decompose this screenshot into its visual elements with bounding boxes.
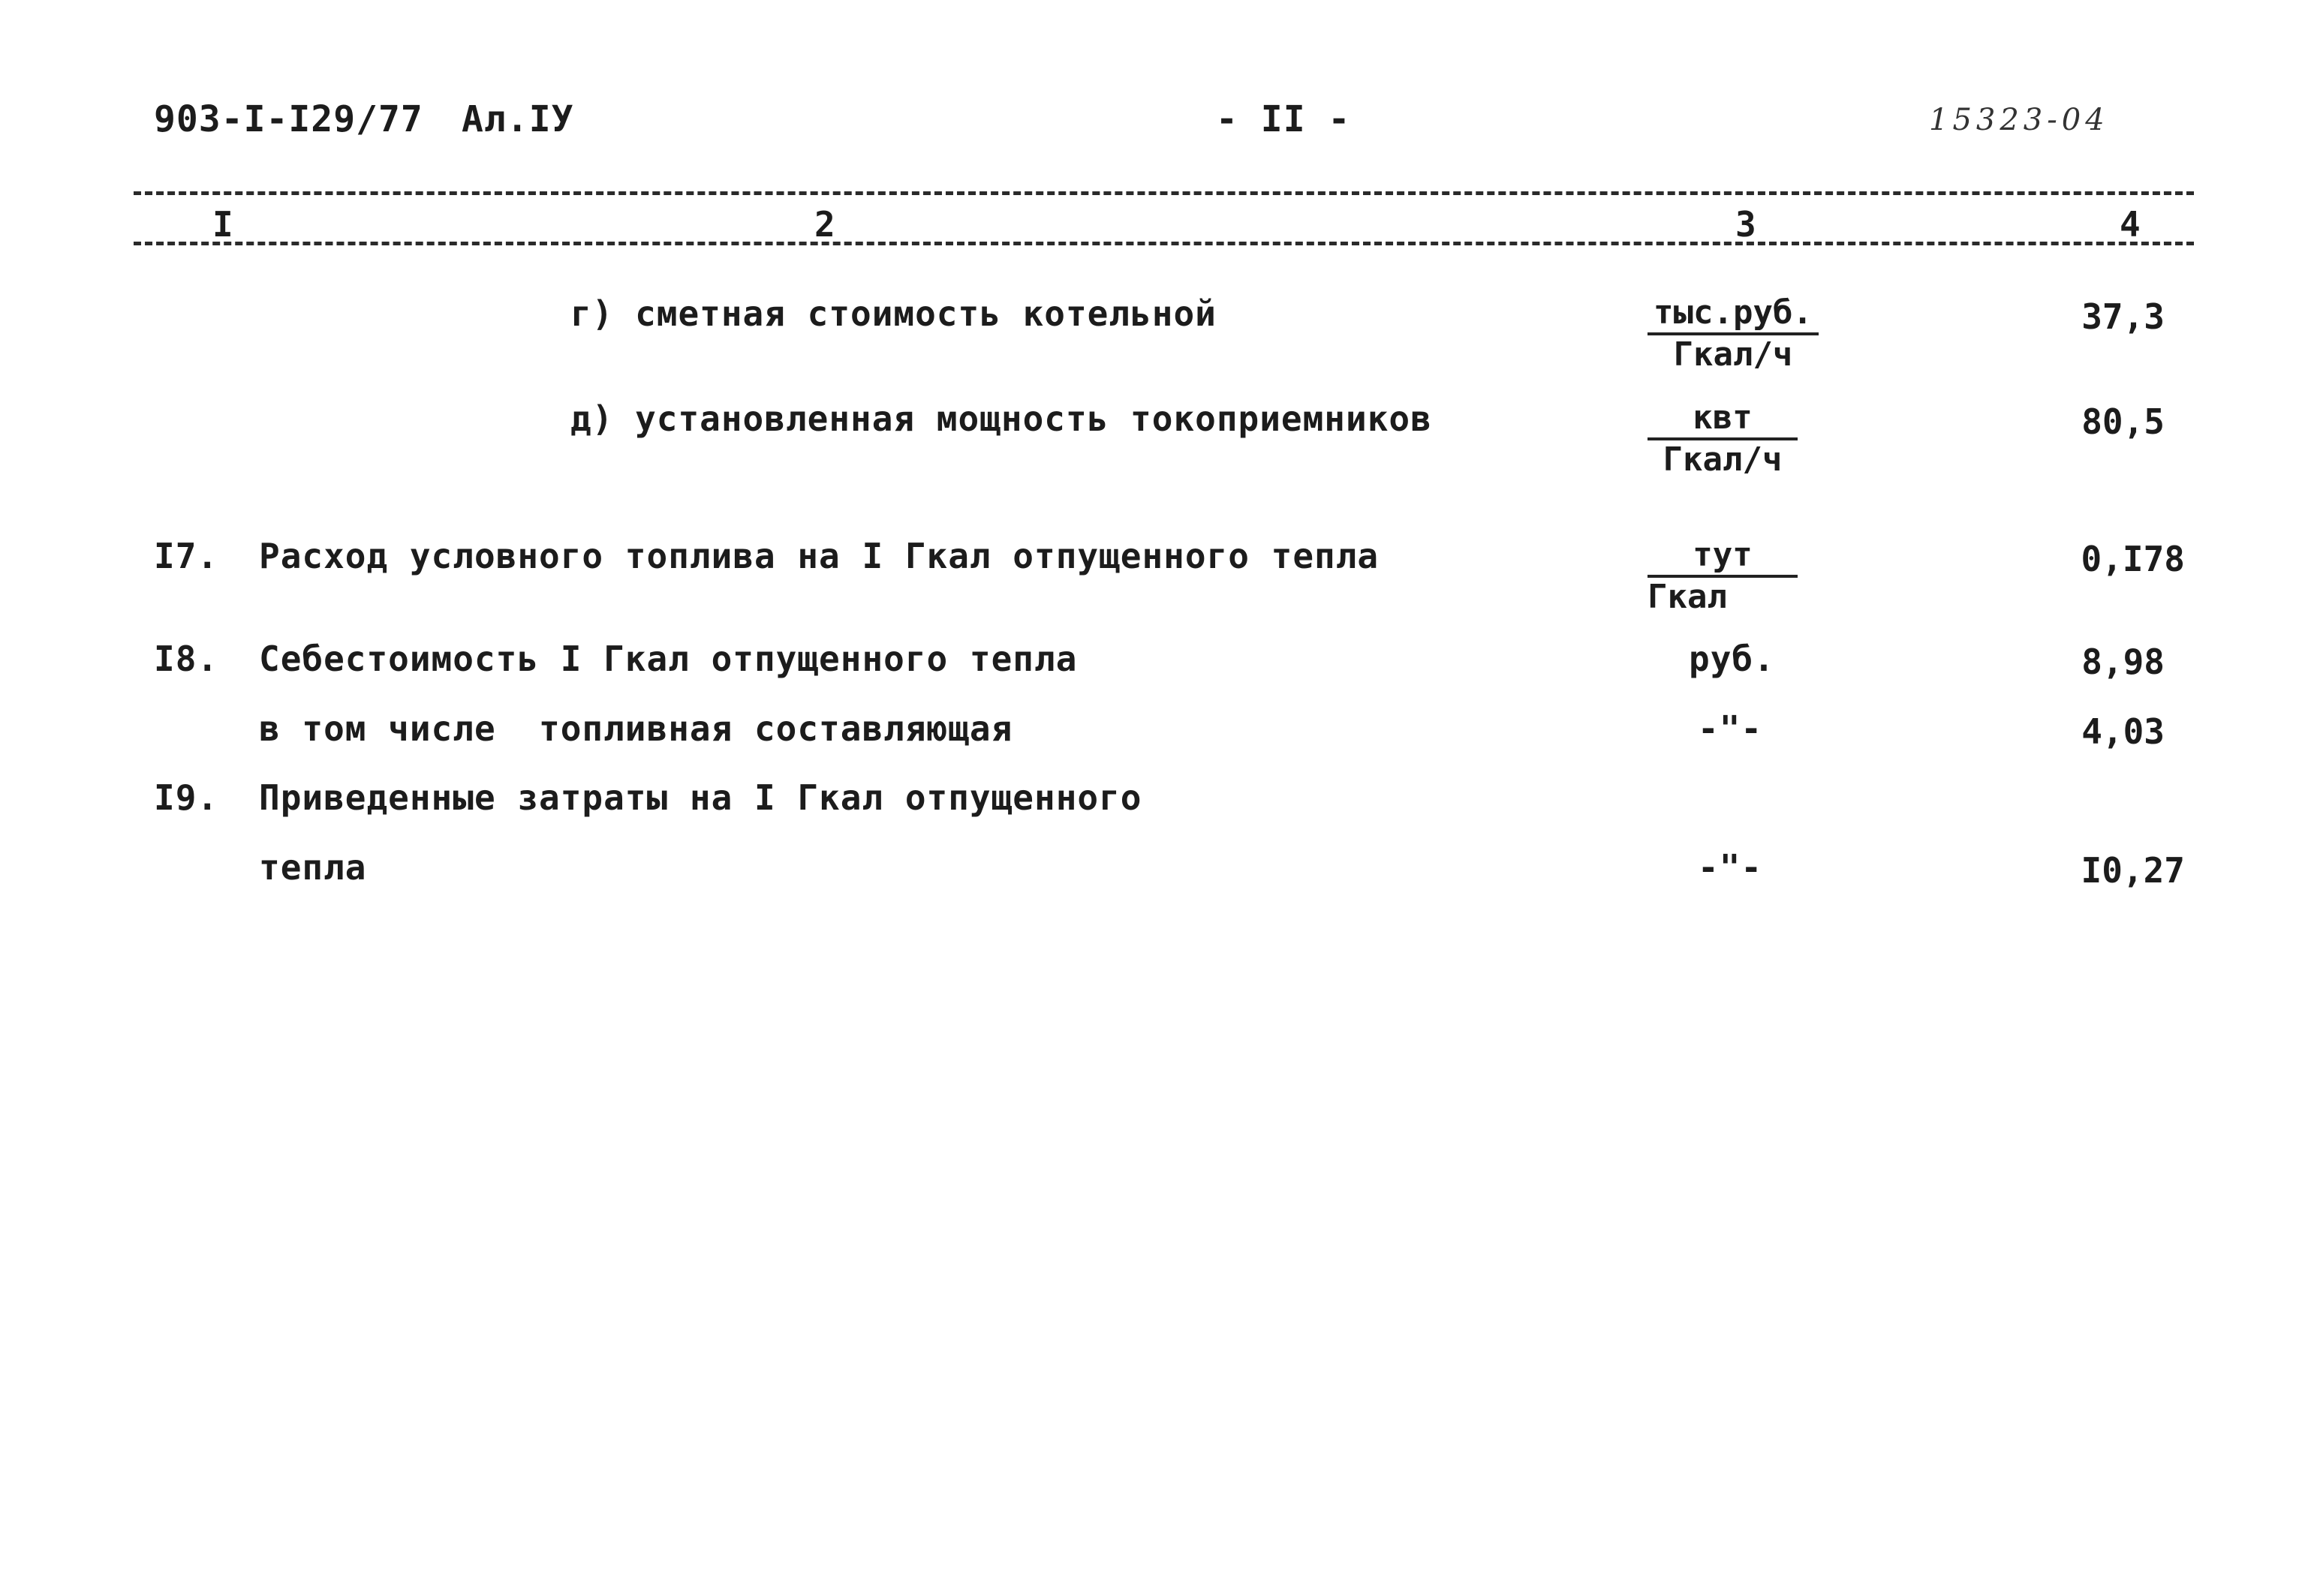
row-unit: -"- <box>1698 708 1763 749</box>
row-text: Расход условного топлива на I Гкал отпущенного тепла <box>259 536 1380 576</box>
row-number: I7. <box>154 536 219 576</box>
row-unit: руб. <box>1689 639 1775 679</box>
unit-denominator: Гкал/ч <box>1673 335 1793 374</box>
unit-denominator: Гкал/ч <box>1663 440 1783 479</box>
unit-denominator: Гкал <box>1648 578 1727 616</box>
table-header-rule <box>134 242 2194 245</box>
row-text: тепла <box>259 847 367 888</box>
row-text: д) установленная мощность токоприемников <box>570 398 1432 439</box>
row-number: I8. <box>154 639 219 679</box>
row-value: I0,27 <box>2081 850 2185 891</box>
unit-fraction <box>1648 536 1798 616</box>
unit-fraction <box>1648 293 1819 374</box>
row-text: Приведенные затраты на I Гкал отпущенного <box>259 777 1142 818</box>
column-number-4: 4 <box>2120 204 2141 245</box>
row-unit: -"- <box>1698 847 1763 888</box>
unit-numerator: тут <box>1648 539 1798 578</box>
column-number-1: I <box>212 204 234 245</box>
row-value: 4,03 <box>2081 711 2165 752</box>
row-text: Себестоимость I Гкал отпущенного тепла <box>259 639 1078 679</box>
doc-code: 903-I-I29/77 <box>154 98 423 140</box>
row-number: I9. <box>154 777 219 818</box>
row-text: в том числе топливная составляющая <box>259 708 1013 749</box>
inventory-number: 15323-04 <box>1929 103 2109 137</box>
row-text: г) сметная стоимость котельной <box>570 293 1217 334</box>
column-number-3: 3 <box>1735 204 1757 245</box>
table-top-rule <box>134 191 2194 195</box>
row-value: 37,3 <box>2081 296 2165 337</box>
column-number-2: 2 <box>814 204 836 245</box>
row-value: 80,5 <box>2081 401 2165 442</box>
unit-fraction <box>1648 398 1798 479</box>
page-number: - II - <box>1216 98 1351 140</box>
album-label: Ал.IУ <box>462 98 574 140</box>
unit-numerator: квт <box>1648 401 1798 440</box>
row-value: 0,I78 <box>2081 539 2185 579</box>
unit-numerator: тыс.руб. <box>1648 296 1819 335</box>
row-value: 8,98 <box>2081 642 2165 682</box>
